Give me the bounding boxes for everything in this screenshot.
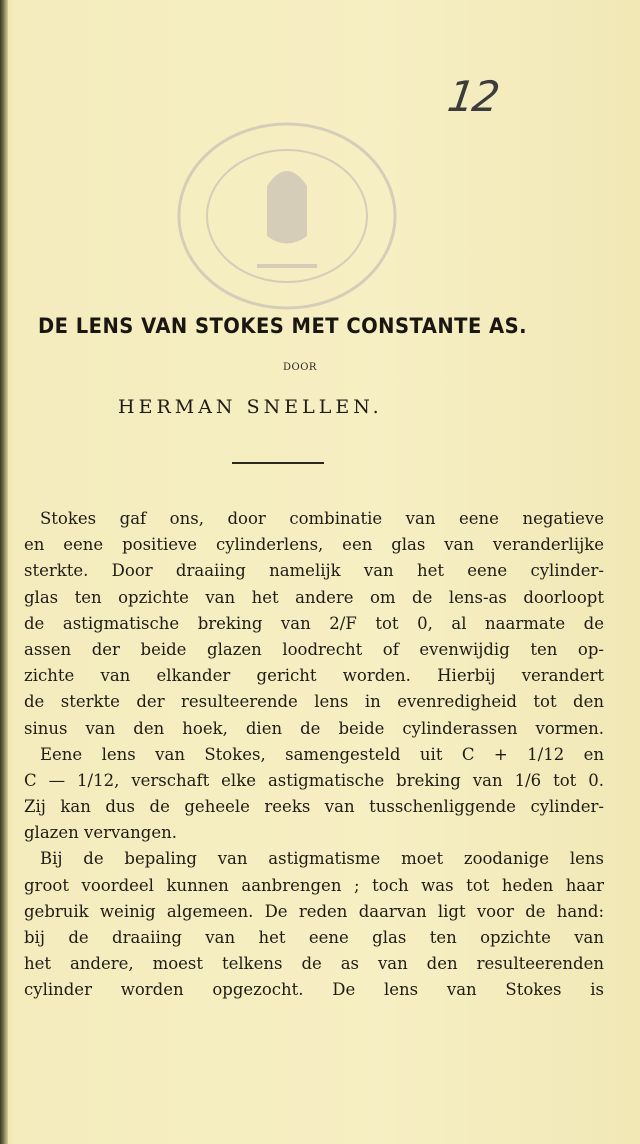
- body-line: C — 1/12, verschaft elke astigmatische breking van 1/6 tot 0.: [24, 770, 604, 790]
- body-line: Zij kan dus de geheele reeks van tusschenliggende cylinder-: [24, 797, 604, 817]
- article-title: DE LENS VAN STOKES MET CONSTANTE AS.: [38, 314, 528, 338]
- body-line: assen der beide glazen loodrecht of evenwijdig ten op-: [24, 639, 604, 659]
- body-line: gebruik weinig algemeen. De reden daarvan ligt voor de hand:: [24, 901, 604, 921]
- body-line: glazen vervangen.: [24, 823, 177, 843]
- body-line: Bij de bepaling van astigmatisme moet zoodanige lens: [40, 849, 604, 869]
- body-line: en eene positieve cylinderlens, een glas van veranderlijke: [24, 535, 604, 555]
- page-number: 12: [444, 72, 501, 121]
- binding-edge: [0, 0, 8, 1144]
- body-line: de astigmatische breking van 2/F tot 0, al naarmate de: [24, 613, 604, 633]
- body-line: zichte van elkander gericht worden. Hierbij verandert: [24, 666, 604, 686]
- author-name: HERMAN SNELLEN.: [118, 396, 383, 418]
- body-text: [24, 506, 604, 1004]
- body-line: sterkte. Door draaiing namelijk van het eene cylinder-: [24, 561, 604, 581]
- body-line: het andere, moest telkens de as van den resulteerenden: [24, 954, 604, 974]
- body-line: Eene lens van Stokes, samengesteld uit C + 1/12 en: [40, 744, 604, 764]
- byline: DOOR: [283, 362, 317, 373]
- body-line: Stokes gaf ons, door combinatie van eene negatieve: [40, 509, 604, 528]
- body-line: bij de draaiing van het eene glas ten opzichte van: [24, 928, 604, 947]
- body-line: sinus van den hoek, dien de beide cylinderassen vormen.: [24, 718, 604, 738]
- library-stamp: [172, 116, 402, 316]
- body-line: groot voordeel kunnen aanbrengen ; toch was tot heden haar: [24, 875, 604, 895]
- divider-rule: [232, 462, 324, 464]
- body-line: de sterkte der resulteerende lens in evenredigheid tot den: [24, 692, 604, 712]
- body-line: glas ten opzichte van het andere om de lens-as doorloopt: [24, 587, 604, 607]
- body-line: cylinder worden opgezocht. De lens van Stokes is: [24, 980, 604, 1000]
